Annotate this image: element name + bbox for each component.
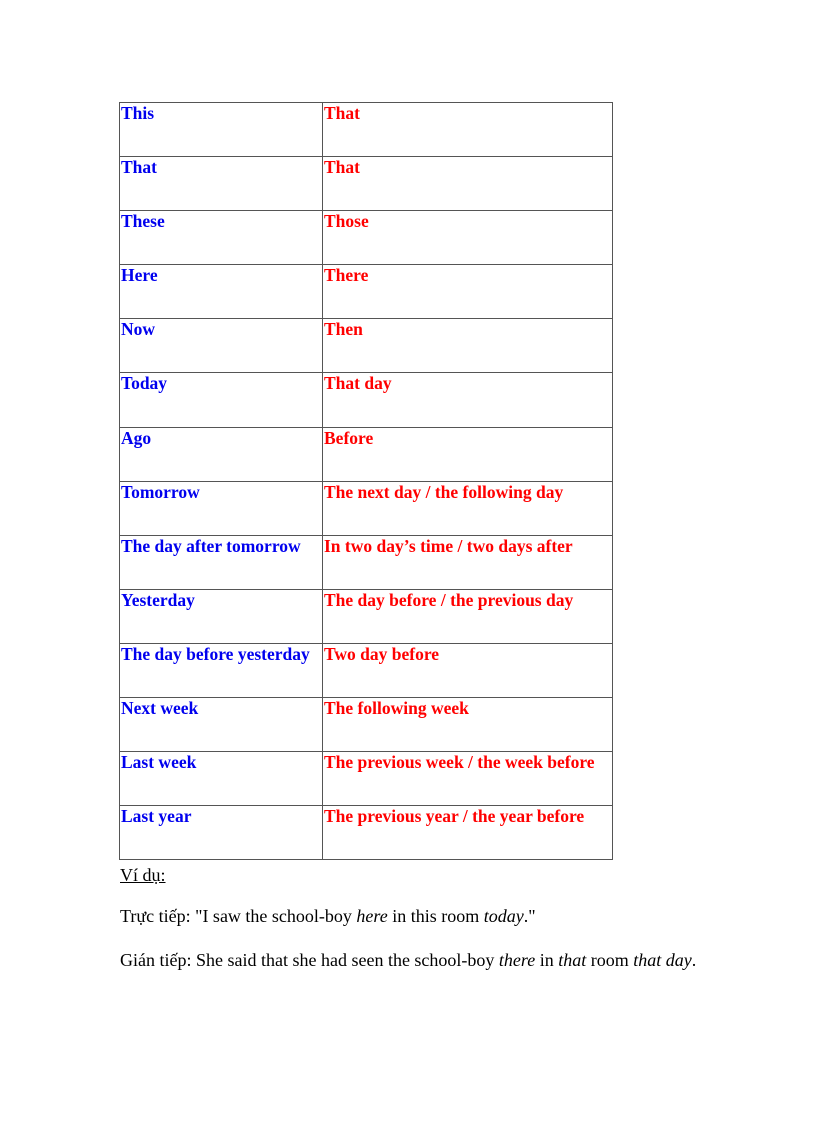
indirect-speech-cell: That day xyxy=(323,373,613,427)
table-row xyxy=(120,643,613,697)
indirect-label: Gián tiếp: xyxy=(120,950,192,970)
indirect-speech-cell: Those xyxy=(323,211,613,265)
indirect-speech-cell: The previous week / the week before xyxy=(323,752,613,806)
direct-speech-cell: Next week xyxy=(120,698,323,752)
table-row xyxy=(120,319,613,373)
direct-speech-cell: Last week xyxy=(120,752,323,806)
direct-speech-cell: Today xyxy=(120,373,323,427)
indirect-text-1: She said that she had seen the school-boy xyxy=(195,950,495,970)
direct-speech-cell: These xyxy=(120,211,323,265)
table-row xyxy=(120,535,613,589)
indirect-speech-example xyxy=(120,948,700,972)
table-row xyxy=(120,806,613,860)
indirect-speech-cell: There xyxy=(323,265,613,319)
direct-speech-example xyxy=(120,904,700,928)
direct-speech-cell: Now xyxy=(120,319,323,373)
indirect-emphasis-that-day: that day xyxy=(633,950,692,970)
direct-speech-cell: Tomorrow xyxy=(120,481,323,535)
direct-emphasis-here: here xyxy=(356,906,388,926)
direct-speech-cell: Ago xyxy=(120,427,323,481)
direct-text-1: "I saw the school-boy xyxy=(195,906,352,926)
indirect-speech-cell: Before xyxy=(323,427,613,481)
table-row xyxy=(120,103,613,157)
direct-speech-cell: Yesterday xyxy=(120,589,323,643)
direct-speech-cell: This xyxy=(120,103,323,157)
table-row xyxy=(120,589,613,643)
table-row xyxy=(120,373,613,427)
indirect-emphasis-there: there xyxy=(498,950,536,970)
table-row xyxy=(120,481,613,535)
example-heading: Ví dụ: xyxy=(120,865,166,885)
table-row xyxy=(120,265,613,319)
time-place-conversion-table xyxy=(119,102,613,860)
indirect-speech-cell: That xyxy=(323,103,613,157)
table-row xyxy=(120,698,613,752)
indirect-speech-cell: The previous year / the year before xyxy=(323,806,613,860)
direct-text-2: in this room xyxy=(392,906,480,926)
direct-speech-cell: The day before yesterday xyxy=(120,643,323,697)
direct-label: Trực tiếp: xyxy=(120,906,191,926)
direct-speech-cell: Here xyxy=(120,265,323,319)
indirect-speech-cell: Then xyxy=(323,319,613,373)
indirect-text-4: . xyxy=(691,950,697,970)
direct-speech-cell: The day after tomorrow xyxy=(120,535,323,589)
table-body xyxy=(120,103,613,860)
indirect-text-3: room xyxy=(590,950,629,970)
direct-speech-cell: Last year xyxy=(120,806,323,860)
indirect-emphasis-that: that xyxy=(558,950,587,970)
table-row xyxy=(120,752,613,806)
direct-text-3: ." xyxy=(523,906,536,926)
indirect-speech-cell: The day before / the previous day xyxy=(323,589,613,643)
direct-speech-cell: That xyxy=(120,157,323,211)
indirect-speech-cell: In two day’s time / two days after xyxy=(323,535,613,589)
table-row xyxy=(120,427,613,481)
indirect-speech-cell: The following week xyxy=(323,698,613,752)
indirect-text-2: in xyxy=(539,950,554,970)
table-row xyxy=(120,157,613,211)
table-row xyxy=(120,211,613,265)
indirect-speech-cell: Two day before xyxy=(323,643,613,697)
direct-emphasis-today: today xyxy=(483,906,524,926)
indirect-speech-cell: The next day / the following day xyxy=(323,481,613,535)
indirect-speech-cell: That xyxy=(323,157,613,211)
